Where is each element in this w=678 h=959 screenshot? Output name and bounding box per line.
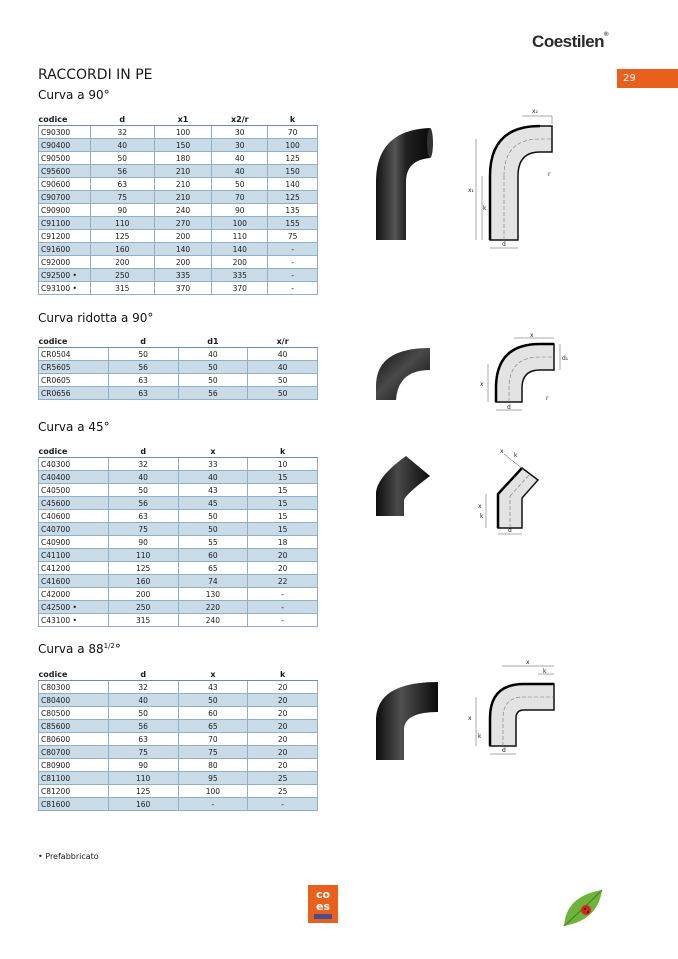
- photo-curva-45: [374, 454, 434, 516]
- ladybug-leaf-logo: [562, 888, 604, 928]
- table-cell: 80: [178, 759, 248, 772]
- table-cell: 220: [178, 601, 248, 614]
- table-row: [39, 601, 318, 614]
- table-cell: 20: [248, 707, 318, 720]
- table-cell: 70: [212, 191, 268, 204]
- table-cell: 50: [212, 178, 268, 191]
- table-row: [39, 614, 318, 627]
- product-code-cell: C90500: [39, 152, 91, 165]
- table-row: [39, 178, 318, 191]
- table-cell: 130: [178, 588, 248, 601]
- table-cell: 75: [178, 746, 248, 759]
- table-cell: 63: [108, 510, 178, 523]
- table-cell: 50: [178, 523, 248, 536]
- product-code-cell: C90900: [39, 204, 91, 217]
- table-header-cell: codice: [39, 113, 91, 126]
- table-cell: 15: [248, 497, 318, 510]
- table-cell: 25: [248, 785, 318, 798]
- table-cell: 45: [178, 497, 248, 510]
- product-code-cell: C90300: [39, 126, 91, 139]
- section-title-text: Curva a 88: [38, 642, 104, 656]
- product-code-cell: C80300: [39, 681, 109, 694]
- table-cell: 18: [248, 536, 318, 549]
- product-code-cell: C41100: [39, 549, 109, 562]
- product-code-cell: C40700: [39, 523, 109, 536]
- table-row: [39, 139, 318, 152]
- table-cell: 20: [248, 681, 318, 694]
- table-cell: -: [248, 588, 318, 601]
- table-cell: 65: [178, 562, 248, 575]
- diagram-curva-45: [472, 440, 562, 540]
- table-row: [39, 733, 318, 746]
- table-row: [39, 746, 318, 759]
- label-k-vertical: k: [478, 733, 482, 740]
- table-cell: 240: [178, 614, 248, 627]
- table-cell: 20: [248, 746, 318, 759]
- table-curva-ridotta: [38, 335, 318, 400]
- product-code-cell: CR0656: [39, 387, 109, 400]
- product-code-cell: C81200: [39, 785, 109, 798]
- table-cell: 30: [212, 139, 268, 152]
- table-cell: 100: [154, 126, 212, 139]
- table-cell: 140: [268, 178, 318, 191]
- table-cell: -: [268, 269, 318, 282]
- table-row: [39, 256, 318, 269]
- table-cell: 50: [248, 374, 318, 387]
- table-cell: 63: [108, 374, 178, 387]
- table-row: [39, 126, 318, 139]
- table-cell: 110: [108, 549, 178, 562]
- footnote-prefabbricato: • Prefabbricato: [38, 852, 99, 861]
- table-curva-45: [38, 445, 318, 627]
- table-cell: 160: [108, 575, 178, 588]
- table-cell: 270: [154, 217, 212, 230]
- table-row: [39, 707, 318, 720]
- table-cell: 56: [108, 720, 178, 733]
- product-code-cell: C80700: [39, 746, 109, 759]
- table-cell: -: [178, 798, 248, 811]
- table-cell: 60: [178, 549, 248, 562]
- product-code-cell: C80400: [39, 694, 109, 707]
- section-title-curva-90: Curva a 90°: [38, 88, 110, 102]
- product-code-cell: C81100: [39, 772, 109, 785]
- table-header-cell: d: [108, 445, 178, 458]
- table-header-cell: x: [178, 668, 248, 681]
- table-header-cell: codice: [39, 445, 109, 458]
- table-row: [39, 191, 318, 204]
- label-x-vertical: x: [468, 715, 472, 722]
- table-cell: 55: [178, 536, 248, 549]
- table-cell: 74: [178, 575, 248, 588]
- table-cell: 70: [268, 126, 318, 139]
- table-cell: 110: [212, 230, 268, 243]
- product-code-cell: C45600: [39, 497, 109, 510]
- table-row: [39, 694, 318, 707]
- table-cell: 200: [108, 588, 178, 601]
- label-d1: d₁: [562, 355, 569, 362]
- table-cell: -: [268, 256, 318, 269]
- product-code-cell: C85600: [39, 720, 109, 733]
- table-row: [39, 772, 318, 785]
- table-row: [39, 165, 318, 178]
- table-cell: 32: [108, 458, 178, 471]
- product-code-cell: C91600: [39, 243, 91, 256]
- table-row: [39, 681, 318, 694]
- table-cell: 315: [108, 614, 178, 627]
- table-cell: 50: [178, 361, 248, 374]
- label-x1: x₁: [468, 187, 474, 194]
- table-cell: 43: [178, 681, 248, 694]
- table-cell: 40: [90, 139, 154, 152]
- table-row: [39, 720, 318, 733]
- table-header-cell: x1: [154, 113, 212, 126]
- product-code-cell: C93100 •: [39, 282, 91, 295]
- label-x-vertical: x: [480, 381, 484, 388]
- table-row: [39, 798, 318, 811]
- table-cell: 50: [90, 152, 154, 165]
- table-cell: 40: [178, 348, 248, 361]
- product-code-cell: C80600: [39, 733, 109, 746]
- table-cell: 56: [90, 165, 154, 178]
- table-cell: 200: [90, 256, 154, 269]
- table-cell: 30: [212, 126, 268, 139]
- table-row: [39, 217, 318, 230]
- table-header-cell: k: [248, 445, 318, 458]
- table-row: [39, 230, 318, 243]
- table-cell: 50: [178, 694, 248, 707]
- table-cell: -: [268, 243, 318, 256]
- table-cell: 210: [154, 191, 212, 204]
- table-cell: 100: [212, 217, 268, 230]
- product-code-cell: C80900: [39, 759, 109, 772]
- table-cell: 100: [268, 139, 318, 152]
- product-code-cell: C40300: [39, 458, 109, 471]
- table-row: [39, 387, 318, 400]
- table-cell: -: [248, 614, 318, 627]
- label-d: d: [502, 241, 506, 248]
- product-code-cell: C90400: [39, 139, 91, 152]
- table-cell: 90: [212, 204, 268, 217]
- table-cell: 180: [154, 152, 212, 165]
- table-row: [39, 549, 318, 562]
- table-row: [39, 374, 318, 387]
- label-k-vertical: k: [480, 513, 484, 520]
- brand-logo: Coestilen®: [532, 32, 608, 51]
- product-code-cell: C42500 •: [39, 601, 109, 614]
- table-row: [39, 785, 318, 798]
- table-cell: 70: [178, 733, 248, 746]
- table-cell: 125: [268, 191, 318, 204]
- table-cell: 110: [108, 772, 178, 785]
- table-cell: 32: [90, 126, 154, 139]
- label-d: d: [507, 404, 511, 411]
- product-code-cell: C40500: [39, 484, 109, 497]
- table-cell: 50: [178, 510, 248, 523]
- table-cell: 135: [268, 204, 318, 217]
- table-header-cell: codice: [39, 335, 109, 348]
- table-cell: 56: [178, 387, 248, 400]
- table-cell: 50: [248, 387, 318, 400]
- table-row: [39, 497, 318, 510]
- table-cell: 370: [212, 282, 268, 295]
- table-header-cell: d1: [178, 335, 248, 348]
- table-cell: 125: [108, 562, 178, 575]
- table-row: [39, 523, 318, 536]
- table-cell: 160: [90, 243, 154, 256]
- label-d: d: [502, 747, 506, 754]
- table-cell: 50: [108, 707, 178, 720]
- table-header-cell: k: [268, 113, 318, 126]
- product-code-cell: C92000: [39, 256, 91, 269]
- product-code-cell: C81600: [39, 798, 109, 811]
- section-title-superscript: 1/2: [103, 642, 115, 650]
- product-code-cell: C40400: [39, 471, 109, 484]
- table-row: [39, 510, 318, 523]
- table-row: [39, 458, 318, 471]
- product-code-cell: CR0605: [39, 374, 109, 387]
- table-cell: 125: [90, 230, 154, 243]
- table-cell: 140: [154, 243, 212, 256]
- table-cell: 50: [108, 348, 178, 361]
- table-cell: 125: [268, 152, 318, 165]
- product-code-cell: C40600: [39, 510, 109, 523]
- table-cell: 210: [154, 178, 212, 191]
- table-cell: 20: [248, 694, 318, 707]
- section-title-curva-45: Curva a 45°: [38, 420, 110, 434]
- table-cell: 65: [178, 720, 248, 733]
- table-cell: 95: [178, 772, 248, 785]
- product-code-cell: CR5605: [39, 361, 109, 374]
- table-row: [39, 243, 318, 256]
- table-cell: 40: [212, 165, 268, 178]
- label-r: r: [548, 171, 551, 178]
- table-curva-90: [38, 113, 318, 295]
- table-cell: 15: [248, 523, 318, 536]
- page-number-tab: 29: [617, 69, 678, 88]
- product-code-cell: C42000: [39, 588, 109, 601]
- table-cell: 40: [248, 361, 318, 374]
- photo-curva-88: [374, 678, 442, 760]
- table-header-cell: d: [108, 668, 178, 681]
- diagram-curva-88: [462, 654, 572, 764]
- label-d: d: [508, 527, 512, 534]
- product-code-cell: CR0504: [39, 348, 109, 361]
- table-row: [39, 759, 318, 772]
- table-cell: 200: [154, 230, 212, 243]
- table-cell: 210: [154, 165, 212, 178]
- table-cell: 75: [108, 746, 178, 759]
- table-header-cell: x2/r: [212, 113, 268, 126]
- table-cell: 10: [248, 458, 318, 471]
- label-k: k: [514, 452, 518, 459]
- table-cell: 250: [90, 269, 154, 282]
- table-cell: -: [248, 601, 318, 614]
- product-code-cell: C43100 •: [39, 614, 109, 627]
- table-header-cell: k: [248, 668, 318, 681]
- product-code-cell: C91100: [39, 217, 91, 230]
- table-cell: 56: [108, 497, 178, 510]
- product-code-cell: C91200: [39, 230, 91, 243]
- table-cell: 15: [248, 510, 318, 523]
- label-x-vertical: x: [478, 503, 482, 510]
- table-cell: 240: [154, 204, 212, 217]
- section-title-degree: °: [114, 642, 121, 656]
- table-cell: 315: [90, 282, 154, 295]
- table-row: [39, 269, 318, 282]
- table-row: [39, 204, 318, 217]
- table-cell: 40: [212, 152, 268, 165]
- table-cell: 200: [212, 256, 268, 269]
- table-cell: 150: [268, 165, 318, 178]
- svg-text:es: es: [315, 900, 331, 913]
- table-cell: 33: [178, 458, 248, 471]
- label-k: k: [543, 668, 547, 675]
- table-cell: 75: [108, 523, 178, 536]
- table-cell: 43: [178, 484, 248, 497]
- table-cell: 22: [248, 575, 318, 588]
- product-code-cell: C90600: [39, 178, 91, 191]
- product-code-cell: C41600: [39, 575, 109, 588]
- table-cell: 50: [108, 484, 178, 497]
- table-cell: -: [248, 798, 318, 811]
- table-row: [39, 361, 318, 374]
- table-cell: 63: [108, 387, 178, 400]
- table-cell: 40: [248, 348, 318, 361]
- product-code-cell: C95600: [39, 165, 91, 178]
- table-cell: 40: [108, 471, 178, 484]
- product-code-cell: C41200: [39, 562, 109, 575]
- photo-curva-90: [372, 122, 436, 242]
- table-cell: 150: [154, 139, 212, 152]
- table-cell: 335: [154, 269, 212, 282]
- table-cell: 63: [90, 178, 154, 191]
- section-title-curva-ridotta: Curva ridotta a 90°: [38, 311, 154, 325]
- table-cell: 90: [90, 204, 154, 217]
- table-cell: 15: [248, 471, 318, 484]
- svg-text:co: co: [315, 888, 331, 901]
- table-cell: 56: [108, 361, 178, 374]
- product-code-cell: C90700: [39, 191, 91, 204]
- product-code-cell: C92500 •: [39, 269, 91, 282]
- table-row: [39, 536, 318, 549]
- product-code-cell: C40900: [39, 536, 109, 549]
- diagram-curva-90: [462, 104, 572, 254]
- table-cell: 20: [248, 720, 318, 733]
- coes-logo: [308, 885, 338, 923]
- table-row: [39, 348, 318, 361]
- table-header-cell: x/r: [248, 335, 318, 348]
- table-cell: 90: [108, 536, 178, 549]
- table-header-cell: d: [108, 335, 178, 348]
- table-header-cell: d: [90, 113, 154, 126]
- table-cell: 160: [108, 798, 178, 811]
- diagram-curva-ridotta: [474, 330, 574, 420]
- table-cell: 32: [108, 681, 178, 694]
- table-cell: 335: [212, 269, 268, 282]
- table-header-cell: codice: [39, 668, 109, 681]
- table-row: [39, 282, 318, 295]
- table-cell: 20: [248, 562, 318, 575]
- table-cell: -: [268, 282, 318, 295]
- table-cell: 200: [154, 256, 212, 269]
- table-cell: 60: [178, 707, 248, 720]
- table-cell: 155: [268, 217, 318, 230]
- table-row: [39, 575, 318, 588]
- table-cell: 250: [108, 601, 178, 614]
- table-cell: 63: [108, 733, 178, 746]
- table-cell: 40: [178, 471, 248, 484]
- table-header-cell: x: [178, 445, 248, 458]
- table-cell: 75: [90, 191, 154, 204]
- photo-curva-ridotta: [374, 344, 432, 400]
- table-cell: 125: [108, 785, 178, 798]
- table-row: [39, 152, 318, 165]
- table-cell: 15: [248, 484, 318, 497]
- label-x: x: [526, 659, 530, 666]
- table-cell: 20: [248, 549, 318, 562]
- table-row: [39, 471, 318, 484]
- section-title-curva-88: [38, 642, 121, 656]
- label-x: x: [530, 332, 534, 339]
- table-cell: 20: [248, 759, 318, 772]
- table-row: [39, 562, 318, 575]
- table-cell: 90: [108, 759, 178, 772]
- table-cell: 25: [248, 772, 318, 785]
- table-cell: 20: [248, 733, 318, 746]
- table-cell: 370: [154, 282, 212, 295]
- table-cell: 40: [108, 694, 178, 707]
- product-code-cell: C80500: [39, 707, 109, 720]
- table-cell: 110: [90, 217, 154, 230]
- label-x: x: [500, 448, 504, 455]
- table-cell: 50: [178, 374, 248, 387]
- label-r: r: [546, 395, 549, 402]
- main-title: RACCORDI IN PE: [38, 67, 153, 83]
- table-cell: 140: [212, 243, 268, 256]
- table-curva-88: [38, 668, 318, 811]
- table-row: [39, 588, 318, 601]
- table-cell: 100: [178, 785, 248, 798]
- label-x2: x₂: [532, 108, 538, 115]
- label-k: k: [483, 205, 487, 212]
- table-row: [39, 484, 318, 497]
- table-cell: 75: [268, 230, 318, 243]
